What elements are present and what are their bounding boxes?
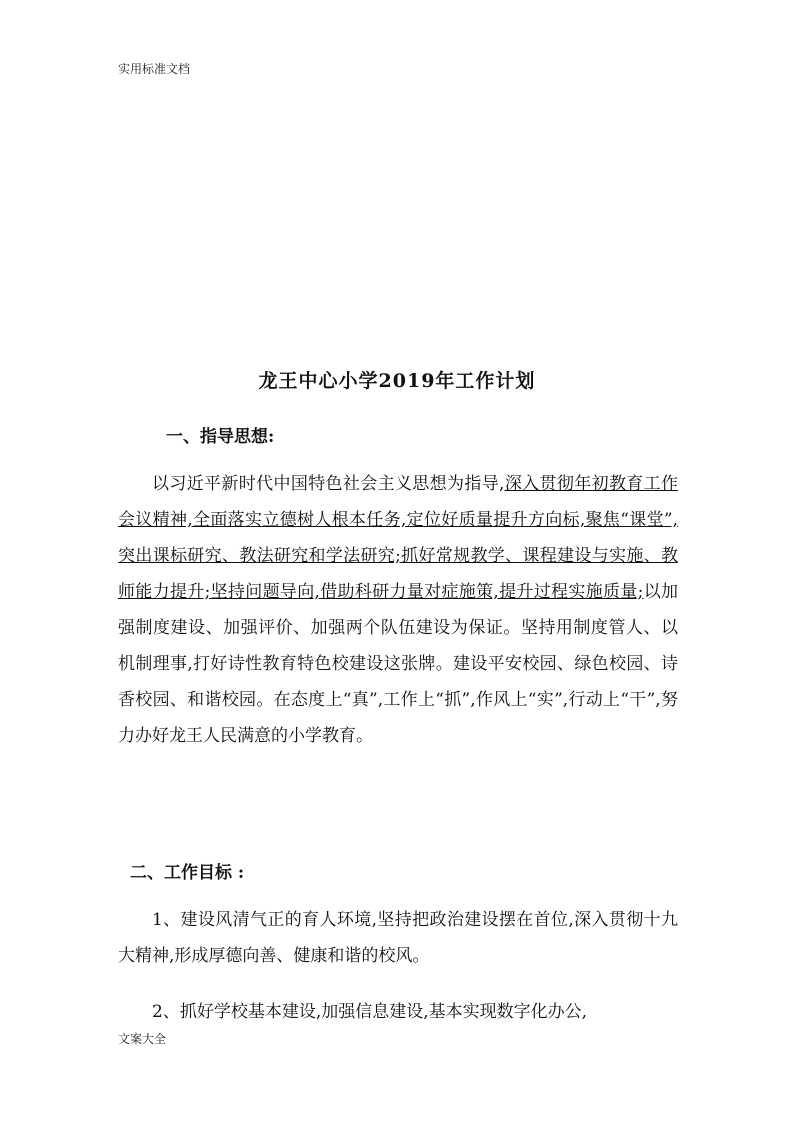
section-heading-work-goals: 二、工作目标 : xyxy=(130,863,245,883)
document-title: 龙王中心小学2019年工作计划 xyxy=(258,370,536,392)
underlined-text: 深入贯彻年初教育工作会议精神,全面落实立德树人根本任务,定位好质量提升方向标,聚焦“课堂”,突出课标研究、教法研究和学法研究;抓好常规教学、课程建设与实施、教师能力提升;坚持问题导向,借助科研力量对症施策,提升过程实施质量; xyxy=(118,474,678,602)
section-heading-guiding-ideology: 一、指导思想: xyxy=(166,427,275,447)
goal-item-1: 1、建设风清气正的育人环境,坚持把政治建设摆在首位,深入贯彻十九大精神,形成厚德向善、健康和谐的校风。 xyxy=(118,910,678,966)
goal-item-2: 2、抓好学校基本建设,加强信息建设,基本实现数字化办公, xyxy=(152,1002,588,1022)
page-footer: 文案大全 xyxy=(118,1032,167,1046)
paragraph-text: 以习近平新时代中国特色社会主义思想为指导, xyxy=(152,474,505,494)
paragraph-guiding-ideology xyxy=(118,466,678,754)
paragraph-text: 以加强制度建设、加强评价、加强两个队伍建设为保证。坚持用制度管人、以机制理事,打好诗性教育特色校建设这张牌。建设平安校园、绿色校园、诗香校园、和谐校园。在态度上“真”,工作上“抓”,作风上“实”,行动上“干”,努力办好龙王人民满意的小学教育。 xyxy=(118,582,679,746)
page-header: 实用标准文档 xyxy=(118,62,191,76)
